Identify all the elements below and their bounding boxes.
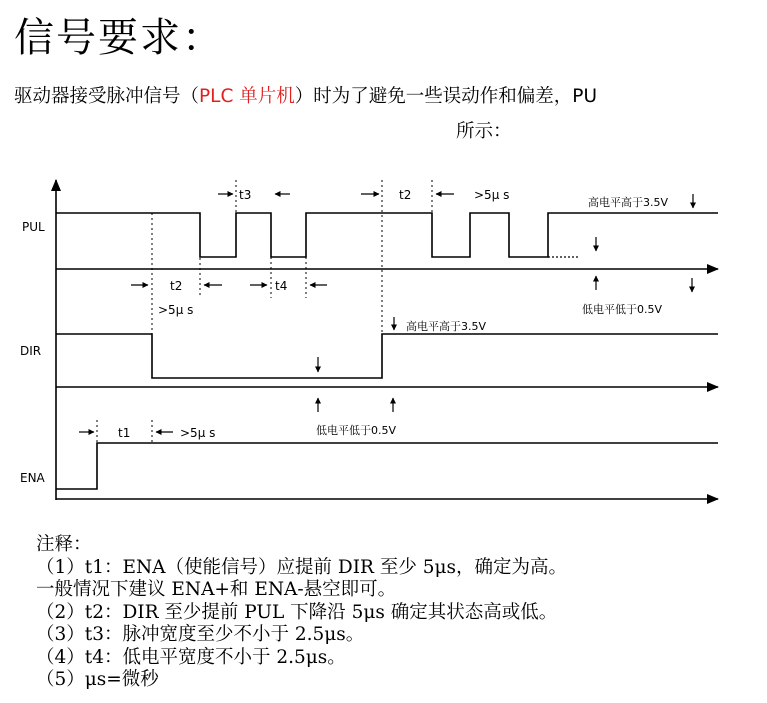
note-line-6: （5）μs=微秒 [36, 669, 159, 690]
label-t1: t1 [118, 426, 131, 440]
note-line-1: （1）t1：ENA（使能信号）应提前 DIR 至少 5μs，确定为高。 [36, 556, 568, 578]
intro-continuation: 所示： [456, 121, 512, 142]
label-gt5us-ena: >5μ s [180, 426, 216, 440]
page-title: 信号要求： [14, 15, 224, 61]
label-t2-top: t2 [399, 188, 412, 202]
intro-text-after: ）时为了避免一些误动作和偏差，PU [294, 86, 597, 107]
note-line-3: （2）t2：DIR 至少提前 PUL 下降沿 5μs 确定其状态高或低。 [36, 601, 558, 623]
note-line-5: （4）t4：低电平宽度不小于 2.5μs。 [36, 646, 346, 668]
label-t3: t3 [239, 188, 252, 202]
notes-heading: 注释： [36, 534, 92, 555]
label-dir-low: 低电平低于0.5V [316, 424, 397, 437]
label-pul-high: 高电平高于3.5V [588, 196, 669, 209]
intro-text-before: 驱动器接受脉冲信号（ [14, 86, 200, 107]
signal-label-pul: PUL [22, 220, 45, 234]
label-t2-bottom: t2 [170, 279, 183, 293]
label-t4: t4 [275, 279, 288, 293]
label-pul-low: 低电平低于0.5V [582, 303, 663, 316]
note-line-2: 一般情况下建议 ENA+和 ENA-悬空即可。 [36, 579, 397, 600]
note-line-4: （3）t3：脉冲宽度至少不小于 2.5μs。 [36, 624, 365, 645]
intro-highlight: PLC 单片机 [199, 86, 295, 107]
notes-section [36, 534, 567, 692]
signal-label-ena: ENA [20, 471, 45, 485]
ena-waveform [56, 443, 718, 489]
pul-waveform [56, 213, 718, 257]
label-gt5us-top: >5μ s [474, 188, 510, 202]
signal-label-dir: DIR [20, 344, 42, 358]
timing-guides [97, 180, 432, 443]
label-gt5us-pul: >5μ s [158, 303, 194, 317]
dir-waveform [56, 334, 718, 378]
label-dir-high: 高电平高于3.5V [406, 320, 487, 333]
